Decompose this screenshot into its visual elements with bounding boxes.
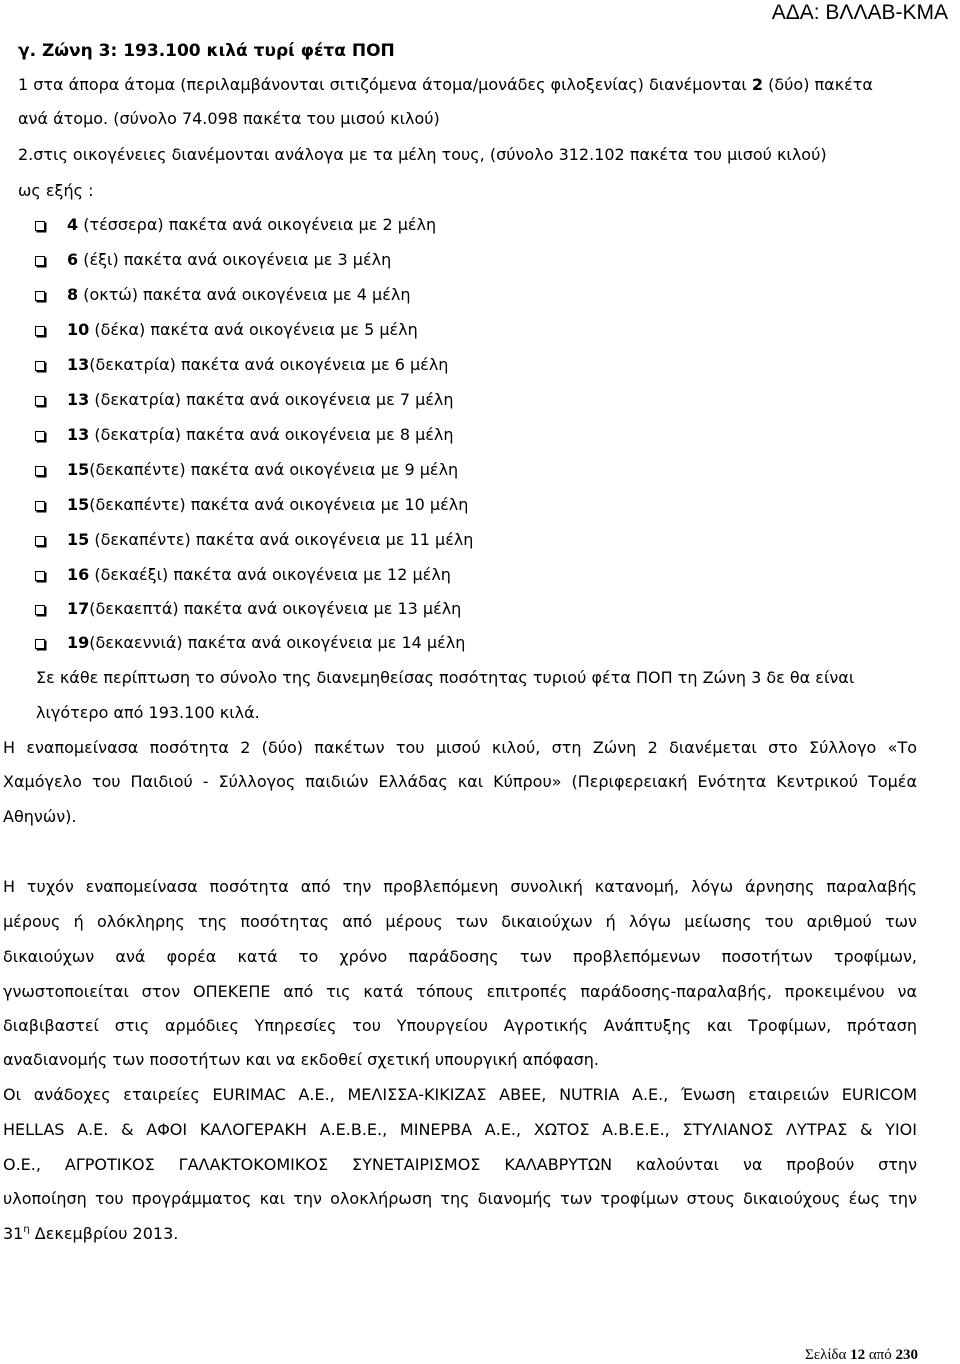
checkbox-bullet-icon xyxy=(35,466,45,476)
checkbox-bullet-icon xyxy=(35,256,45,266)
zone-heading: γ. Ζώνη 3: 193.100 κιλά τυρί φέτα ΠΟΠ xyxy=(18,41,395,61)
paragraph-2-line: δικαιούχων ανά φορέα κατά το χρόνο παράδοσης των προβλεπόμενων ποσοτήτων τροφίμων, xyxy=(3,947,917,966)
checkbox-bullet-icon xyxy=(35,221,45,231)
intro-line-4: ως εξής : xyxy=(18,181,94,200)
paragraph-3-line: Ο.Ε., ΑΓΡΟΤΙΚΟΣ ΓΑΛΑΚΤΟΚΟΜΙΚΟΣ ΣΥΝΕΤΑΙΡΙΣΜΟΣ ΚΑΛΑΒΡΥΤΩΝ καλούνται να προβούν στην xyxy=(3,1155,917,1174)
checkbox-bullet-icon xyxy=(35,396,45,406)
checkbox-bullet-icon xyxy=(35,501,45,511)
checkbox-bullet-icon xyxy=(35,361,45,371)
paragraph-1-line: Η εναπομείνασα ποσότητα 2 (δύο) πακέτων του μισού κιλού, στη Ζώνη 2 διανέμεται στο Σύλλογο «Το xyxy=(3,738,917,757)
list-item: 15(δεκαπέντε) πακέτα ανά οικογένεια με 9 μέλη xyxy=(67,459,458,481)
intro-line-3: 2.στις οικογένειες διανέμονται ανάλογα με τα μέλη τους, (σύνολο 312.102 πακέτα του μισού κιλού) xyxy=(18,145,827,164)
checkbox-bullet-icon xyxy=(35,291,45,301)
list-item: 15 (δεκαπέντε) πακέτα ανά οικογένεια με 11 μέλη xyxy=(67,529,473,551)
summary-line-1: Σε κάθε περίπτωση το σύνολο της διανεμηθείσας ποσότητας τυριού φέτα ΠΟΠ τη Ζώνη 3 δε θα είναι xyxy=(36,668,855,687)
ada-code: ΑΔΑ: ΒΛΛΑΒ-ΚΜΑ xyxy=(771,1,948,24)
list-item: 15(δεκαπέντε) πακέτα ανά οικογένεια με 10 μέλη xyxy=(67,494,468,516)
list-item: 19(δεκαεννιά) πακέτα ανά οικογένεια με 14 μέλη xyxy=(67,632,465,654)
paragraph-2-line: μέρους ή ολόκληρης της ποσότητας από μέρους των δικαιούχων ή λόγω μείωσης του αριθμού των xyxy=(3,912,917,931)
list-item: 13(δεκατρία) πακέτα ανά οικογένεια με 6 μέλη xyxy=(67,354,448,376)
intro-line-1: 1 στα άπορα άτομα (περιλαμβάνονται σιτιζόμενα άτομα/μονάδες φιλοξενίας) διανέμονται 2 (δύο) πακέτα xyxy=(18,75,873,94)
checkbox-bullet-icon xyxy=(35,326,45,336)
paragraph-1-line: Χαμόγελο του Παιδιού - Σύλλογος παιδιών Ελλάδας και Κύπρου» (Περιφερειακή Ενότητα Κεντρικού Τομέα xyxy=(3,772,917,791)
list-item: 17(δεκαεπτά) πακέτα ανά οικογένεια με 13 μέλη xyxy=(67,598,461,620)
list-item: 13 (δεκατρία) πακέτα ανά οικογένεια με 7 μέλη xyxy=(67,389,454,411)
paragraph-2-line: Η τυχόν εναπομείνασα ποσότητα από την προβλεπόμενη συνολική κατανομή, λόγω άρνησης παραλαβής xyxy=(3,877,917,896)
paragraph-3-line: Οι ανάδοχες εταιρείες EURIMAC Α.Ε., ΜΕΛΙΣΣΑ-ΚΙΚΙΖΑΣ ΑΒΕΕ, NUTRIA Α.Ε., Ένωση εταιρειών EURICOM xyxy=(3,1085,917,1104)
page-number-footer: Σελίδα 12 από 230 xyxy=(805,1347,918,1363)
paragraph-2-line: αναδιανομής των ποσοτήτων και να εκδοθεί σχετική υπουργική απόφαση. xyxy=(3,1050,599,1069)
summary-line-2: λιγότερο από 193.100 κιλά. xyxy=(36,703,260,722)
checkbox-bullet-icon xyxy=(35,639,45,649)
paragraph-2-line: γνωστοποιείται στον ΟΠΕΚΕΠΕ από τις κατά τόπους επιτροπές παράδοσης-παραλαβής, προκειμένου να xyxy=(3,982,917,1001)
list-item: 10 (δέκα) πακέτα ανά οικογένεια με 5 μέλη xyxy=(67,319,418,341)
checkbox-bullet-icon xyxy=(35,571,45,581)
list-item: 13 (δεκατρία) πακέτα ανά οικογένεια με 8 μέλη xyxy=(67,424,454,446)
deadline-date: $31^\eta$ Δεκεμβρίου 2013. xyxy=(3,1224,179,1243)
checkbox-bullet-icon xyxy=(35,431,45,441)
paragraph-2-line: διαβιβαστεί στις αρμόδιες Υπηρεσίες του Υπουργείου Αγροτικής Ανάπτυξης και Τροφίμων, πρόταση xyxy=(3,1016,917,1035)
checkbox-bullet-icon xyxy=(35,605,45,615)
intro-line-2: ανά άτομο. (σύνολο 74.098 πακέτα του μισού κιλού) xyxy=(18,109,440,128)
list-item: 6 (έξι) πακέτα ανά οικογένεια με 3 μέλη xyxy=(67,249,391,271)
list-item: 4 (τέσσερα) πακέτα ανά οικογένεια με 2 μέλη xyxy=(67,214,436,236)
list-item: 16 (δεκαέξι) πακέτα ανά οικογένεια με 12 μέλη xyxy=(67,564,451,586)
paragraph-1-line: Αθηνών). xyxy=(3,807,77,826)
list-item: 8 (οκτώ) πακέτα ανά οικογένεια με 4 μέλη xyxy=(67,284,410,306)
paragraph-3-line: υλοποίηση του προγράμματος και την ολοκλήρωση της διανομής των τροφίμων στους δικαιούχους έως την xyxy=(3,1189,917,1208)
paragraph-3-line: HELLAS Α.Ε. & ΑΦΟΙ ΚΑΛΟΓΕΡΑΚΗ Α.Ε.Β.Ε., ΜΙΝΕΡΒΑ Α.Ε., ΧΩΤΟΣ Α.Β.Ε.Ε., ΣΤΥΛΙΑΝΟΣ ΛΥΤΡΑΣ & ΥΙΟΙ xyxy=(3,1120,917,1139)
checkbox-bullet-icon xyxy=(35,536,45,546)
